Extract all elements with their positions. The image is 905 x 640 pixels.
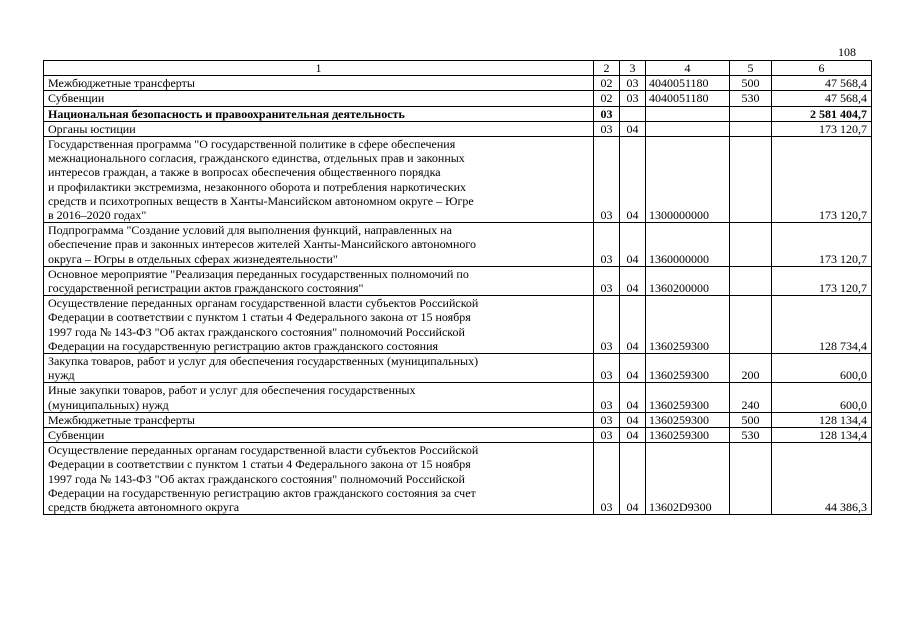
expense-type-cell bbox=[730, 137, 772, 223]
target-article-cell: 1360259300 bbox=[646, 354, 730, 383]
subsection-code-cell bbox=[620, 106, 646, 121]
row-name-cell bbox=[44, 354, 594, 383]
row-name-line: Федерации в соответствии с пунктом 1 статьи 4 Федерального закона от 15 ноября bbox=[48, 457, 471, 472]
expense-type-cell: 530 bbox=[730, 428, 772, 443]
expense-type-cell bbox=[730, 443, 772, 515]
amount-cell: 47 568,4 bbox=[772, 91, 872, 106]
row-name-line: Межбюджетные трансферты bbox=[48, 76, 195, 91]
row-name-cell bbox=[44, 76, 594, 91]
row-name-line: Федерации в соответствии с пунктом 1 статьи 4 Федерального закона от 15 ноября bbox=[48, 310, 471, 325]
expense-type-cell: 500 bbox=[730, 76, 772, 91]
section-code-cell: 03 bbox=[594, 106, 620, 121]
target-article-cell: 1360259300 bbox=[646, 296, 730, 354]
section-code-cell: 03 bbox=[594, 121, 620, 136]
row-name-cell bbox=[44, 383, 594, 412]
row-name-line: Межбюджетные трансферты bbox=[48, 412, 195, 427]
row-name-cell bbox=[44, 91, 594, 106]
section-code-cell: 03 bbox=[594, 428, 620, 443]
subsection-code-cell: 04 bbox=[620, 296, 646, 354]
amount-cell: 128 734,4 bbox=[772, 296, 872, 354]
amount-cell: 128 134,4 bbox=[772, 428, 872, 443]
row-name-line: интересов граждан, а также в вопросах обеспечения общественного порядка bbox=[48, 165, 441, 180]
expense-type-cell: 530 bbox=[730, 91, 772, 106]
row-name-line: и профилактики экстремизма, незаконного оборота и потребления наркотических bbox=[48, 179, 467, 194]
expense-type-cell: 240 bbox=[730, 383, 772, 412]
section-code-cell: 03 bbox=[594, 137, 620, 223]
subsection-code-cell: 03 bbox=[620, 91, 646, 106]
row-name-cell bbox=[44, 137, 594, 223]
table-row bbox=[44, 223, 872, 267]
table-header-row bbox=[44, 61, 872, 76]
budget-table-body bbox=[44, 61, 872, 515]
row-name-cell bbox=[44, 412, 594, 427]
row-name-line: Национальная безопасность и правоохранительная деятельность bbox=[48, 106, 405, 121]
row-name-cell bbox=[44, 443, 594, 515]
amount-cell: 128 134,4 bbox=[772, 412, 872, 427]
table-row bbox=[44, 106, 872, 121]
row-name-line: Государственная программа "О государственной политике в сфере обеспечения bbox=[48, 137, 456, 152]
target-article-cell: 1360259300 bbox=[646, 412, 730, 427]
row-name-cell bbox=[44, 266, 594, 295]
target-article-cell: 1360259300 bbox=[646, 428, 730, 443]
table-row bbox=[44, 121, 872, 136]
target-article-cell: 4040051180 bbox=[646, 76, 730, 91]
row-name-cell bbox=[44, 106, 594, 121]
row-name-line: Субвенции bbox=[48, 428, 105, 443]
target-article-cell: 1360259300 bbox=[646, 383, 730, 412]
subsection-code-cell: 04 bbox=[620, 137, 646, 223]
subsection-code-cell: 04 bbox=[620, 428, 646, 443]
header-col-5: 5 bbox=[730, 61, 772, 76]
table-row bbox=[44, 137, 872, 223]
budget-table bbox=[43, 60, 872, 515]
subsection-code-cell: 04 bbox=[620, 121, 646, 136]
table-row bbox=[44, 91, 872, 106]
amount-cell: 600,0 bbox=[772, 383, 872, 412]
row-name-line: средств бюджета автономного округа bbox=[48, 500, 240, 515]
row-name-line: Федерации на государственную регистрацию актов гражданского состояния bbox=[48, 338, 439, 353]
row-name-line: средств и психотропных веществ в Ханты-Мансийском автономном округе – Югре bbox=[48, 193, 474, 208]
section-code-cell: 03 bbox=[594, 383, 620, 412]
section-code-cell: 02 bbox=[594, 91, 620, 106]
row-name-line: Осуществление переданных органам государственной власти субъектов Российской bbox=[48, 296, 479, 311]
expense-type-cell: 500 bbox=[730, 412, 772, 427]
header-col-1: 1 bbox=[44, 61, 594, 76]
amount-cell: 44 386,3 bbox=[772, 443, 872, 515]
amount-cell: 2 581 404,7 bbox=[772, 106, 872, 121]
page-number: 108 bbox=[838, 45, 856, 59]
target-article-cell: 13602D9300 bbox=[646, 443, 730, 515]
expense-type-cell bbox=[730, 266, 772, 295]
row-name-line: нужд bbox=[48, 368, 75, 383]
header-col-3: 3 bbox=[620, 61, 646, 76]
table-row bbox=[44, 428, 872, 443]
subsection-code-cell: 04 bbox=[620, 412, 646, 427]
section-code-cell: 03 bbox=[594, 223, 620, 267]
section-code-cell: 03 bbox=[594, 354, 620, 383]
subsection-code-cell: 04 bbox=[620, 266, 646, 295]
row-name-line: 1997 года № 143-ФЗ "Об актах гражданского состояния" полномочий Российской bbox=[48, 324, 465, 339]
amount-cell: 173 120,7 bbox=[772, 121, 872, 136]
row-name-line: Иные закупки товаров, работ и услуг для обеспечения государственных bbox=[48, 383, 416, 398]
row-name-line: округа – Югры в отдельных сферах жизнедеятельности" bbox=[48, 251, 338, 266]
row-name-line: Подпрограмма "Создание условий для выполнения функций, направленных на bbox=[48, 223, 452, 238]
subsection-code-cell: 04 bbox=[620, 223, 646, 267]
amount-cell: 47 568,4 bbox=[772, 76, 872, 91]
row-name-cell bbox=[44, 121, 594, 136]
row-name-line: Федерации на государственную регистрацию актов гражданского состояния за счет bbox=[48, 485, 476, 500]
row-name-line: 1997 года № 143-ФЗ "Об актах гражданского состояния" полномочий Российской bbox=[48, 471, 465, 486]
target-article-cell: 1360000000 bbox=[646, 223, 730, 267]
section-code-cell: 03 bbox=[594, 443, 620, 515]
expense-type-cell bbox=[730, 296, 772, 354]
row-name-line: в 2016–2020 годах" bbox=[48, 208, 147, 223]
row-name-cell bbox=[44, 223, 594, 267]
row-name-line: Закупка товаров, работ и услуг для обеспечения государственных (муниципальных) bbox=[48, 354, 479, 369]
section-code-cell: 03 bbox=[594, 296, 620, 354]
header-col-6: 6 bbox=[772, 61, 872, 76]
table-row bbox=[44, 266, 872, 295]
section-code-cell: 03 bbox=[594, 266, 620, 295]
expense-type-cell bbox=[730, 121, 772, 136]
amount-cell: 173 120,7 bbox=[772, 266, 872, 295]
subsection-code-cell: 04 bbox=[620, 354, 646, 383]
amount-cell: 600,0 bbox=[772, 354, 872, 383]
table-row bbox=[44, 296, 872, 354]
section-code-cell: 02 bbox=[594, 76, 620, 91]
amount-cell: 173 120,7 bbox=[772, 137, 872, 223]
target-article-cell bbox=[646, 106, 730, 121]
row-name-line: государственной регистрации актов гражданского состояния" bbox=[48, 281, 364, 296]
row-name-line: (муниципальных) нужд bbox=[48, 397, 169, 412]
expense-type-cell bbox=[730, 223, 772, 267]
table-row bbox=[44, 354, 872, 383]
row-name-line: Основное мероприятие "Реализация переданных государственных полномочий по bbox=[48, 266, 469, 281]
target-article-cell: 1300000000 bbox=[646, 137, 730, 223]
row-name-line: обеспечение прав и законных интересов жителей Ханты-Мансийского автономного bbox=[48, 237, 477, 252]
row-name-line: Осуществление переданных органам государственной власти субъектов Российской bbox=[48, 443, 479, 458]
table-row bbox=[44, 412, 872, 427]
expense-type-cell bbox=[730, 106, 772, 121]
header-col-2: 2 bbox=[594, 61, 620, 76]
row-name-cell bbox=[44, 428, 594, 443]
amount-cell: 173 120,7 bbox=[772, 223, 872, 267]
header-col-4: 4 bbox=[646, 61, 730, 76]
table-row bbox=[44, 383, 872, 412]
row-name-line: Субвенции bbox=[48, 91, 105, 106]
row-name-line: Органы юстиции bbox=[48, 121, 136, 136]
section-code-cell: 03 bbox=[594, 412, 620, 427]
table-row bbox=[44, 443, 872, 515]
target-article-cell: 1360200000 bbox=[646, 266, 730, 295]
target-article-cell bbox=[646, 121, 730, 136]
row-name-cell bbox=[44, 296, 594, 354]
expense-type-cell: 200 bbox=[730, 354, 772, 383]
subsection-code-cell: 03 bbox=[620, 76, 646, 91]
table-row bbox=[44, 76, 872, 91]
subsection-code-cell: 04 bbox=[620, 383, 646, 412]
subsection-code-cell: 04 bbox=[620, 443, 646, 515]
target-article-cell: 4040051180 bbox=[646, 91, 730, 106]
row-name-line: межнационального согласия, гражданского единства, отдельных прав и законных bbox=[48, 151, 465, 166]
